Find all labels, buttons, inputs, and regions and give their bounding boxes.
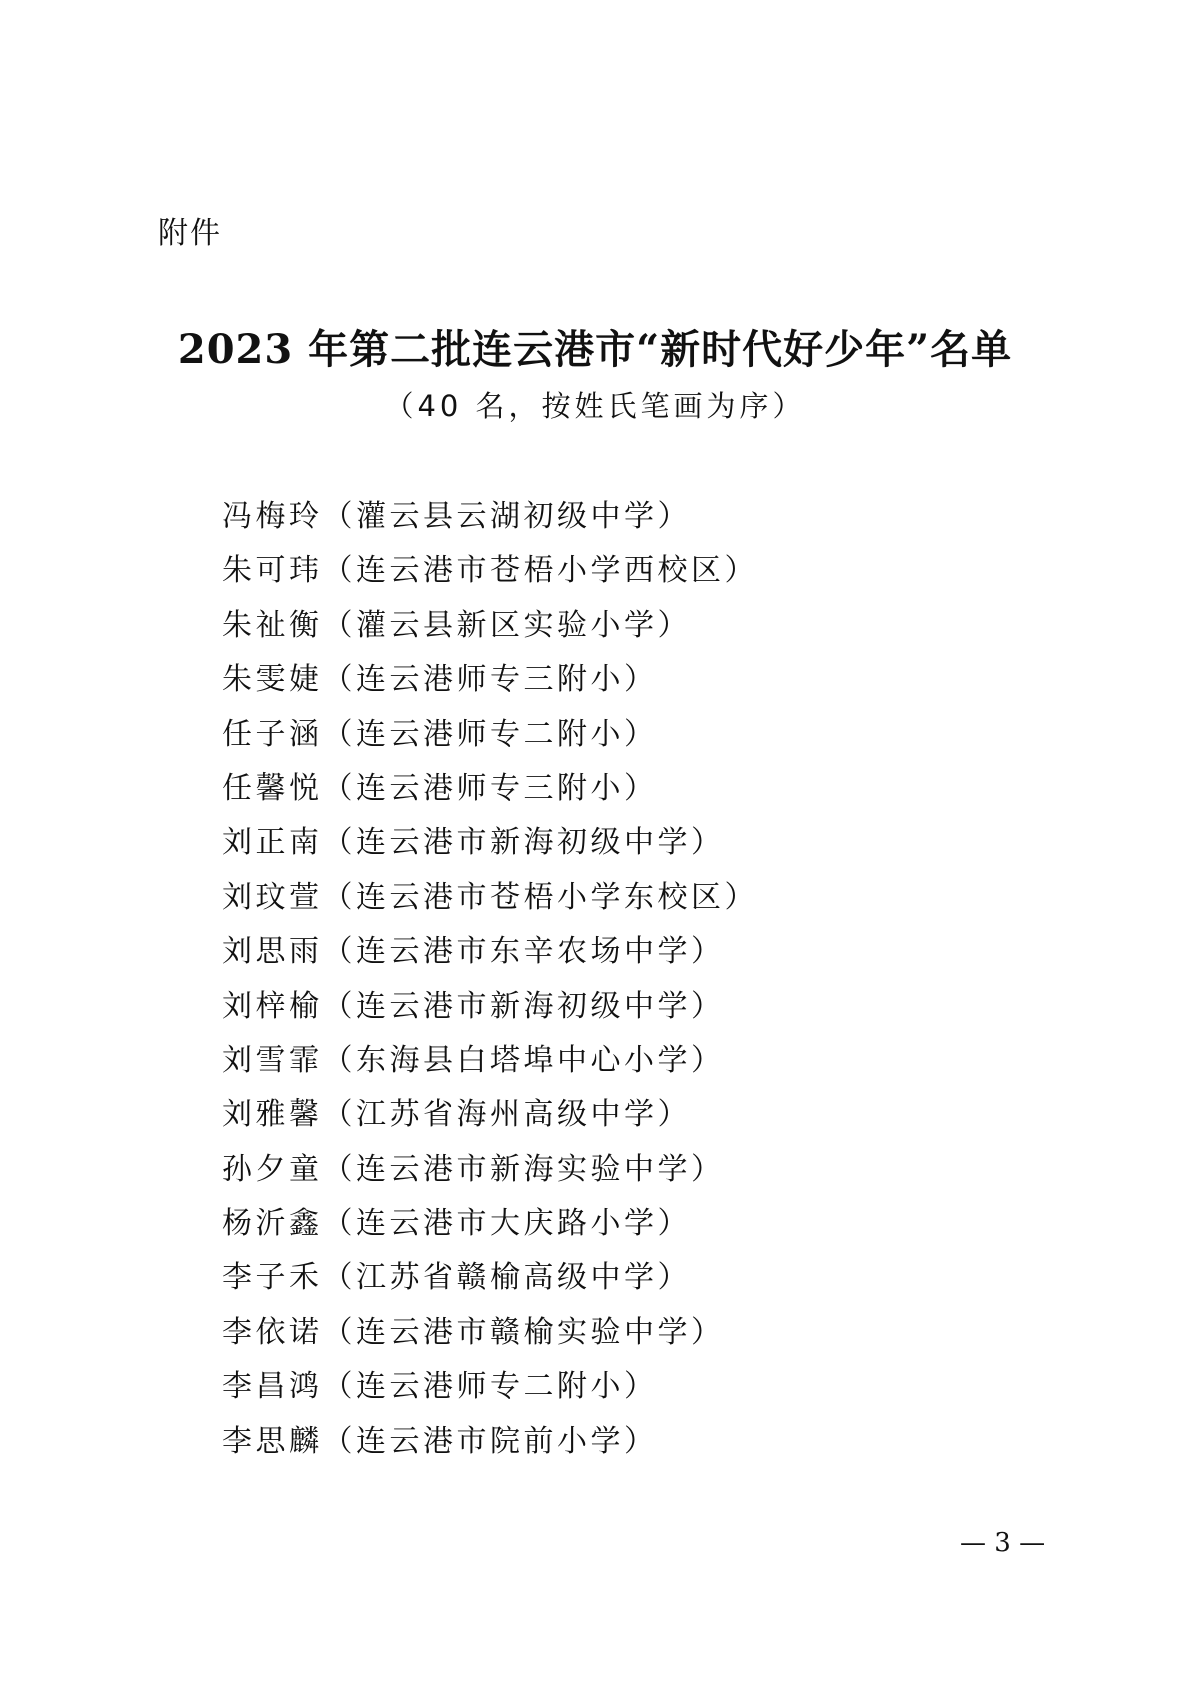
list-item: 朱祉衡（灌云县新区实验小学） bbox=[222, 607, 691, 643]
list-item: 李思麟（连云港市院前小学） bbox=[222, 1423, 658, 1459]
list-item: 刘梓榆（连云港市新海初级中学） bbox=[222, 988, 725, 1024]
list-item: 刘玟萱（连云港市苍梧小学东校区） bbox=[222, 879, 758, 915]
list-item: 杨沂鑫（连云港市大庆路小学） bbox=[222, 1206, 691, 1242]
list-item: 李昌鸿（连云港师专二附小） bbox=[222, 1369, 658, 1405]
list-item: 任子涵（连云港师专二附小） bbox=[222, 716, 658, 752]
honoree-list bbox=[222, 490, 758, 1469]
document-subtitle: （40 名，按姓氏笔画为序） bbox=[384, 389, 806, 423]
list-item: 冯梅玲（灌云县云湖初级中学） bbox=[222, 499, 691, 534]
list-item: 刘正南（连云港市新海初级中学） bbox=[222, 825, 725, 861]
list-item: 孙夕童（连云港市新海实验中学） bbox=[222, 1151, 725, 1187]
list-item: 刘雅馨（江苏省海州高级中学） bbox=[222, 1097, 691, 1133]
list-item: 刘思雨（连云港市东辛农场中学） bbox=[222, 934, 725, 970]
list-item: 李依诺（连云港市赣榆实验中学） bbox=[222, 1314, 725, 1350]
document-title: 2023 年第二批连云港市“新时代好少年”名单 bbox=[177, 326, 1013, 373]
attachment-label: 附件 bbox=[158, 216, 222, 251]
list-item: 刘雪霏（东海县白塔埠中心小学） bbox=[222, 1042, 725, 1078]
list-item: 任馨悦（连云港师专三附小） bbox=[222, 770, 658, 806]
list-item: 朱可玮（连云港市苍梧小学西校区） bbox=[222, 553, 758, 589]
list-item: 朱雯婕（连云港师专三附小） bbox=[222, 662, 658, 698]
list-item: 李子禾（江苏省赣榆高级中学） bbox=[222, 1260, 691, 1296]
page-number: — 3 — bbox=[960, 1528, 1046, 1558]
